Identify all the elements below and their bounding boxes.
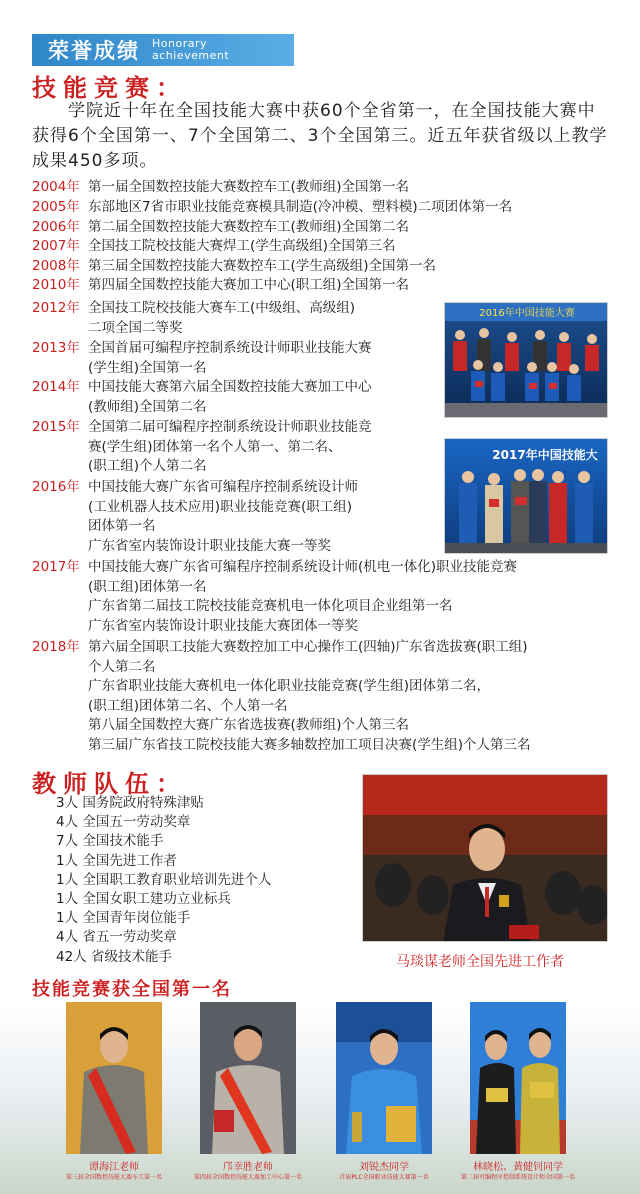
record-line: 第三届全国数控技能大赛数控车工(学生高级组)全国第一名	[88, 258, 437, 274]
record-line: (职工组)个人第二名	[88, 458, 207, 474]
record-line: 二项全国二等奖	[88, 319, 183, 336]
winners-heading: 技能竞赛获全国第一名	[32, 979, 232, 1000]
record-line: 第一届全国数控技能大赛数控车工(教师组)全国第一名	[88, 179, 410, 195]
record-7	[32, 339, 372, 378]
photo1-banner-text: 2016年中国技能大赛	[479, 308, 575, 319]
team-photo-2017-image	[445, 439, 608, 554]
teacher-stat-item: 1人 全国女职工建功立业标兵	[56, 891, 231, 908]
winner-name: 刘锐杰同学	[359, 1162, 409, 1173]
winner-photo-2-image	[200, 1002, 296, 1154]
record-line: 全国第二届可编程序控制系统设计师职业技能竞	[88, 419, 372, 435]
record-line: (职工组)团体第二名、个人第一名	[88, 697, 288, 714]
record-year: 2015年	[32, 419, 80, 435]
record-year: 2007年	[32, 238, 80, 254]
record-9	[32, 418, 372, 477]
record-10	[32, 478, 358, 556]
winner-photo-2	[200, 1002, 296, 1154]
winner-photo-4-image	[470, 1002, 566, 1154]
record-year: 2014年	[32, 379, 80, 395]
banner-subtitle	[152, 38, 229, 62]
winner-note: 第四届全国数控技能大赛加工中心第一名	[193, 1174, 302, 1181]
teacher-stat-item: 3人 国务院政府特殊津贴	[56, 795, 204, 811]
teachers-heading: 教师队伍：	[32, 770, 187, 798]
record-line: 中国技能大赛广东省可编程序控制系统设计师	[88, 479, 358, 495]
winner-photo-4	[470, 1002, 566, 1154]
record-year: 2013年	[32, 340, 80, 356]
record-line: 东部地区7省市职业技能竞赛模具制造(冷冲模、塑料模)二项团体第一名	[88, 199, 513, 215]
teacher-photo-image	[363, 775, 608, 942]
record-year: 2005年	[32, 199, 80, 215]
team-photo-2017	[444, 438, 608, 554]
teacher-stat-item: 1人 全国青年岗位能手	[56, 910, 191, 927]
teacher-stat-item: 4人 省五一劳动奖章	[56, 929, 177, 946]
record-line: (教师组)全国第二名	[88, 398, 207, 415]
winner-note: 首届PLC全国职业技能大赛第一名	[339, 1174, 429, 1181]
record-line: 第二届全国数控技能大赛数控车工(教师组)全国第二名	[88, 219, 410, 235]
record-line: 广东省职业技能大赛机电一体化职业技能竞赛(学生组)团体第二名，	[88, 678, 491, 694]
record-year: 2017年	[32, 559, 80, 575]
winner-photo-3	[336, 1002, 432, 1154]
record-line: 个人第二名	[88, 658, 156, 675]
winner-note: 第三届全国数控技能大赛车工第一名	[65, 1174, 162, 1181]
record-line: 第六届全国职工技能大赛数控加工中心操作工(四轴)广东省选拔赛(职工组)	[88, 639, 528, 655]
teacher-photo	[362, 774, 608, 942]
record-4	[32, 257, 436, 277]
record-year: 2018年	[32, 639, 80, 655]
record-line: 赛(学生组)团体第一名个人第一、第二名、	[88, 438, 342, 455]
teacher-stat-item: 7人 全国技术能手	[56, 833, 164, 850]
skills-intro: 学院近十年在全国技能大赛中获60个全省第一，在全国技能大赛中获得6个全国第一、7个全国第二、3个全国第三。近五年获省级以上教学成果450多项。	[32, 101, 608, 171]
record-year: 2006年	[32, 219, 80, 235]
section-banner	[32, 34, 294, 66]
record-line: 第八届全国数控大赛广东省选拔赛(教师组)个人第三名	[88, 717, 410, 733]
teacher-stat-item: 42人 省级技术能手	[56, 948, 172, 965]
record-line: 第四届全国数控技能大赛加工中心(职工组)全国第一名	[88, 277, 410, 293]
record-line: 全国技工院校技能大赛车工(中级组、高级组)	[88, 300, 356, 316]
record-2	[32, 218, 409, 238]
record-line: (职工组)团体第一名	[88, 578, 207, 595]
teacher-stat-item: 1人 全国先进工作者	[56, 852, 177, 869]
record-year: 2016年	[32, 479, 80, 495]
record-line: (工业机器人技术应用)职业技能竞赛(职工组)	[88, 498, 353, 515]
record-line: (学生组)全国第一名	[88, 359, 207, 376]
winner-name: 谭海江老师	[89, 1162, 139, 1173]
team-photo-2016	[444, 302, 608, 418]
record-line: 全国首届可编程序控制系统设计师职业技能大赛	[88, 340, 372, 356]
record-11	[32, 558, 517, 636]
record-year: 2010年	[32, 277, 80, 293]
record-1	[32, 198, 512, 218]
winner-photo-1	[66, 1002, 162, 1154]
skills-heading: 技能竞赛：	[32, 74, 187, 102]
record-3	[32, 237, 396, 257]
banner-subtitle-line2: achievement	[152, 49, 230, 62]
record-year: 2004年	[32, 179, 80, 195]
record-line: 全国技工院校技能大赛焊工(学生高级组)全国第三名	[88, 238, 396, 254]
record-0	[32, 178, 409, 198]
record-year: 2012年	[32, 300, 80, 316]
winner-name: 林晓松、黄健钊同学	[473, 1162, 563, 1173]
record-line: 广东省第二届技工院校技能竞赛机电一体化项目企业组第一名	[88, 598, 453, 614]
record-line: 中国技能大赛第六届全国数控技能大赛加工中心	[88, 379, 372, 395]
team-photo-2016-image	[445, 303, 608, 418]
record-5	[32, 276, 409, 296]
photo2-banner-text: 2017年中国技能大	[492, 448, 598, 462]
record-line: 广东省室内装饰设计职业技能大赛团体一等奖	[88, 617, 358, 634]
record-line: 第三届广东省技工院校技能大赛多轴数控加工项目决赛(学生组)个人第三名	[88, 736, 531, 753]
winner-photo-3-image	[336, 1002, 432, 1154]
record-12	[32, 638, 531, 755]
winner-photo-1-image	[66, 1002, 162, 1154]
banner-subtitle-line1: Honorary	[152, 37, 207, 50]
teacher-stat-item: 1人 全国职工教育职业培训先进个人	[56, 871, 272, 888]
teacher-stat-item: 4人 全国五一劳动奖章	[56, 814, 191, 831]
winner-note: 第二届可编程序控制系统设计师全国第一名	[460, 1174, 575, 1181]
banner-title: 荣誉成绩	[48, 39, 140, 63]
teachers-list	[56, 794, 271, 967]
winner-name: 邝幸胜老师	[223, 1162, 273, 1173]
record-line: 广东省室内装饰设计职业技能大赛一等奖	[88, 537, 331, 554]
record-8	[32, 378, 372, 417]
record-year: 2008年	[32, 258, 80, 274]
record-6	[32, 299, 355, 338]
record-line: 中国技能大赛广东省可编程序控制系统设计师(机电一体化)职业技能竞赛	[88, 559, 518, 575]
record-line: 团体第一名	[88, 518, 156, 534]
teacher-photo-caption: 马琰谋老师全国先进工作者	[396, 954, 564, 970]
